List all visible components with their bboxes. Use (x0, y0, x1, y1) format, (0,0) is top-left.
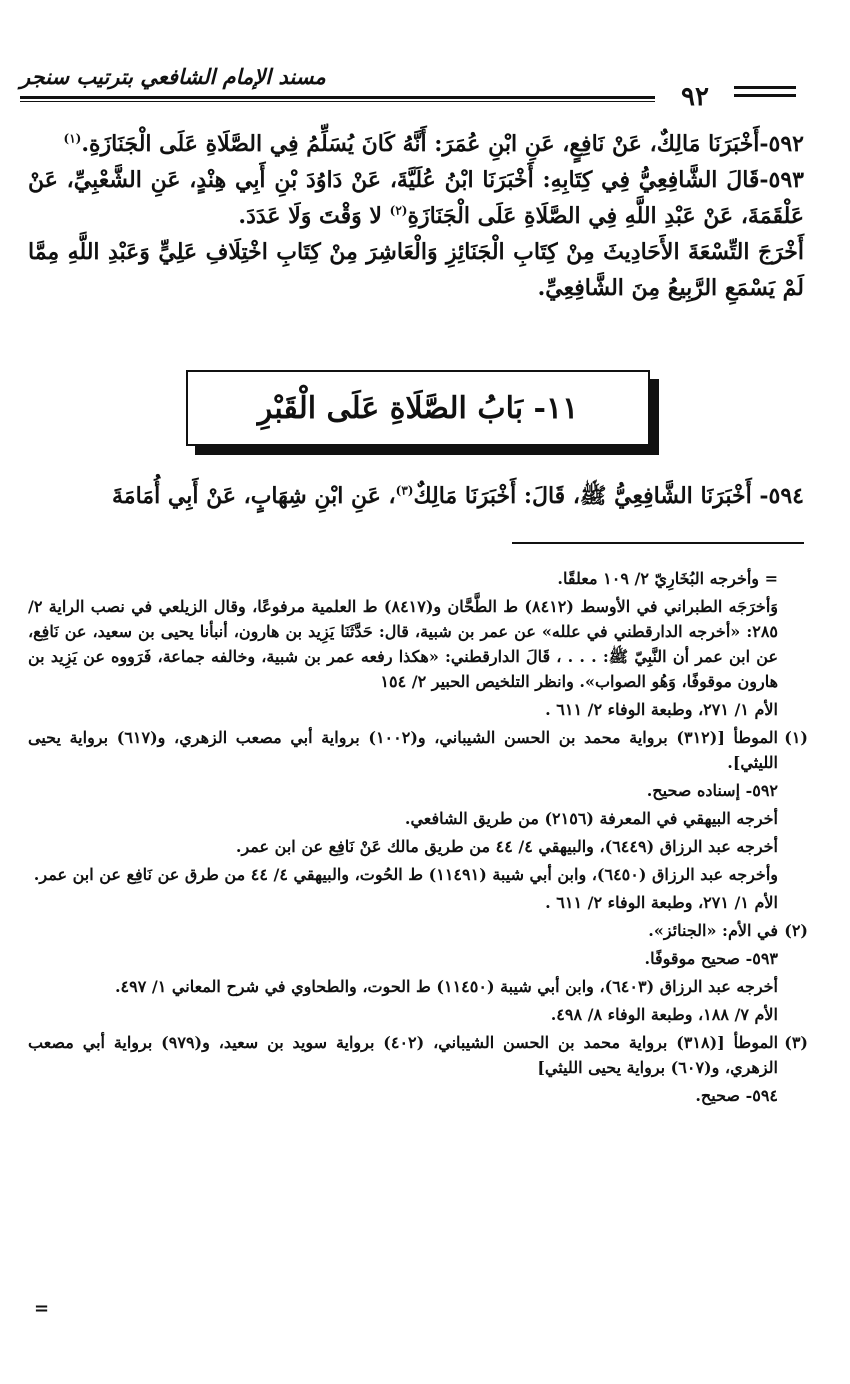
footnote-2-source: أخرجه عبد الرزاق (٦٤٠٣)، وابن أبي شيبة (١١٤٥٠) ط الحوت، والطحاوي في شرح المعاني ١/ ٤٩٧. (114, 977, 778, 996)
footnote-2-number: (٢) (784, 921, 808, 940)
footnote-continuation-source: الأم ١/ ٢٧١، وطبعة الوفاء ٢/ ٦١١ . (545, 700, 778, 719)
footnote-ref-2: (٢) (389, 203, 408, 218)
hadith-593 (28, 162, 804, 234)
footnote-3-number: (٣) (784, 1033, 808, 1052)
page-number-ornament (734, 86, 796, 102)
header-rule-thin (20, 101, 655, 102)
running-header-title: مسند الإمام الشافعي بترتيب سنجر (20, 64, 326, 89)
footnote-1 (28, 725, 808, 918)
footnote-1-muwatta: الموطأ [(٣١٢) برواية محمد بن الحسن الشيباني، و(١٠٠٢) برواية أبي مصعب الزهري، و(٦١٧) برواية يحيى الليثي]. (28, 728, 778, 772)
footnote-1-number: (١) (784, 728, 808, 747)
footnote-2 (28, 918, 808, 1030)
footnote-2-variant: في الأم: «الجنائز». (648, 921, 778, 940)
hadith-594-text: ٥٩٤- أَخْبَرَنَا الشَّافِعِيُّ ﷺ، قَالَ: أَخْبَرَنَا مَالِكٌ (413, 483, 804, 509)
footnote-1-source-c: وأخرجه عبد الرزاق (٦٤٥٠)، وابن أبي شيبة (١١٤٩١) ط الحُوت، والبيهقي ٤/ ٤٤ من طرق عن نَافِع عن ابن عمر. (33, 865, 778, 884)
hadith-593-end: لا وَقْتَ وَلَا عَدَدَ. (238, 203, 382, 229)
footnote-1-umm: الأم ١/ ٢٧١، وطبعة الوفاء ٢/ ٦١١ . (545, 893, 778, 912)
footnote-continuation-line: = وأخرجه البُخَارِيّ ٢/ ١٠٩ معلقًا. (557, 569, 778, 588)
footnote-2-grade: ٥٩٣- صحيح موقوفًا. (644, 949, 778, 968)
header-rule-thick (20, 96, 655, 99)
footnote-separator (512, 542, 804, 544)
hadith-592-text: ٥٩٢-أَخْبَرَنَا مَالِكٌ، عَنْ نَافِعٍ، عَنِ ابْنِ عُمَرَ: أَنَّهُ كَانَ يُسَلِّمُ فِي الصَّلَاةِ عَلَى الْجَنَازَةِ. (81, 131, 804, 157)
footnotes (28, 566, 808, 1111)
page-number: ٩٢ (681, 82, 709, 112)
footnote-continuation-paragraph: وَأخرَجَه الطبراني في الأوسط (٨٤١٢) ط الطَّحَّان و(٨٤١٧) ط العلمية مرفوعًا، وقال الزيلعي في نصب الراية ٢/ ٢٨٥: «أخرجه الدارقطني في علله» عن عمر بن شبية، قال: حَدَّثَنَا يَزِيد بن هارون، أنبأنا يحيى بن سعيد، عن نَافِع، عن ابن عمر أن النَّبِيّ ﷺ: . . . ، قَالَ الدارقطني: «هكذا رفعه عمر بن شبية، وخالفه جماعة، فَرَووه عن يَزِيد بن هارون موقوفًا، وَهُو الصواب». وانظر التلخيص الحبير ٢/ ١٥٤ (28, 597, 778, 691)
footnote-ref-3: (٣) (395, 483, 414, 498)
footnote-1-grade: ٥٩٢- إسناده صحيح. (646, 781, 778, 800)
footnote-1-source-a: أخرجه البيهقي في المعرفة (٢١٥٦) من طريق الشافعي. (404, 809, 778, 828)
hadith-593-text: ٥٩٣-قَالَ الشَّافِعِيُّ فِي كِتَابِهِ: أَخْبَرَنَا ابْنُ عُلَيَّةَ، عَنْ دَاوُدَ بْنِ أَبِي هِنْدٍ، عَنِ الشَّعْبِيِّ، عَنْ عَلْقَمَةَ، عَنْ عَبْدِ اللَّهِ فِي الصَّلَاةِ عَلَى الْجَنَازَةِ (28, 167, 804, 229)
continued-mark: = (34, 1298, 50, 1319)
chapter-title: ١١- بَابُ الصَّلَاةِ عَلَى الْقَبْرِ (257, 390, 579, 426)
hadith-594 (28, 478, 804, 514)
footnote-2-umm: الأم ٧/ ١٨٨، وطبعة الوفاء ٨/ ٤٩٨. (550, 1005, 778, 1024)
chapter-heading (186, 370, 650, 446)
hadith-592 (28, 126, 804, 162)
footnote-3-muwatta: الموطأ [(٣١٨) برواية محمد بن الحسن الشيباني، (٤٠٢) برواية سويد بن سعيد، و(٩٧٩) برواية أبي مصعب الزهري، و(٦٠٧) برواية يحيى الليثي] (28, 1033, 779, 1077)
main-text (28, 126, 804, 306)
chapter-closing-note: أَخْرَجَ التِّسْعَةَ الأَحَادِيثَ مِنْ كِتَابِ الْجَنَائِزِ وَالْعَاشِرَ مِنْ كِتَابِ اخْتِلَافِ عَلِيٍّ وَعَبْدِ اللَّهِ مِمَّا لَمْ يَسْمَعِ الرَّبِيعُ مِنَ الشَّافِعِيِّ. (28, 239, 804, 301)
footnote-3-grade: ٥٩٤- صحيح. (695, 1086, 778, 1105)
hadith-594-text-end: ، عَنِ ابْنِ شِهَابٍ، عَنْ أَبِي أُمَامَةَ (112, 483, 396, 509)
footnote-ref-1: (١) (63, 131, 82, 146)
footnote-1-source-b: أخرجه عبد الرزاق (٦٤٤٩)، والبيهقي ٤/ ٤٤ من طريق مالك عَنْ نَافِع عن ابن عمر. (235, 837, 778, 856)
footnote-3 (28, 1030, 808, 1111)
